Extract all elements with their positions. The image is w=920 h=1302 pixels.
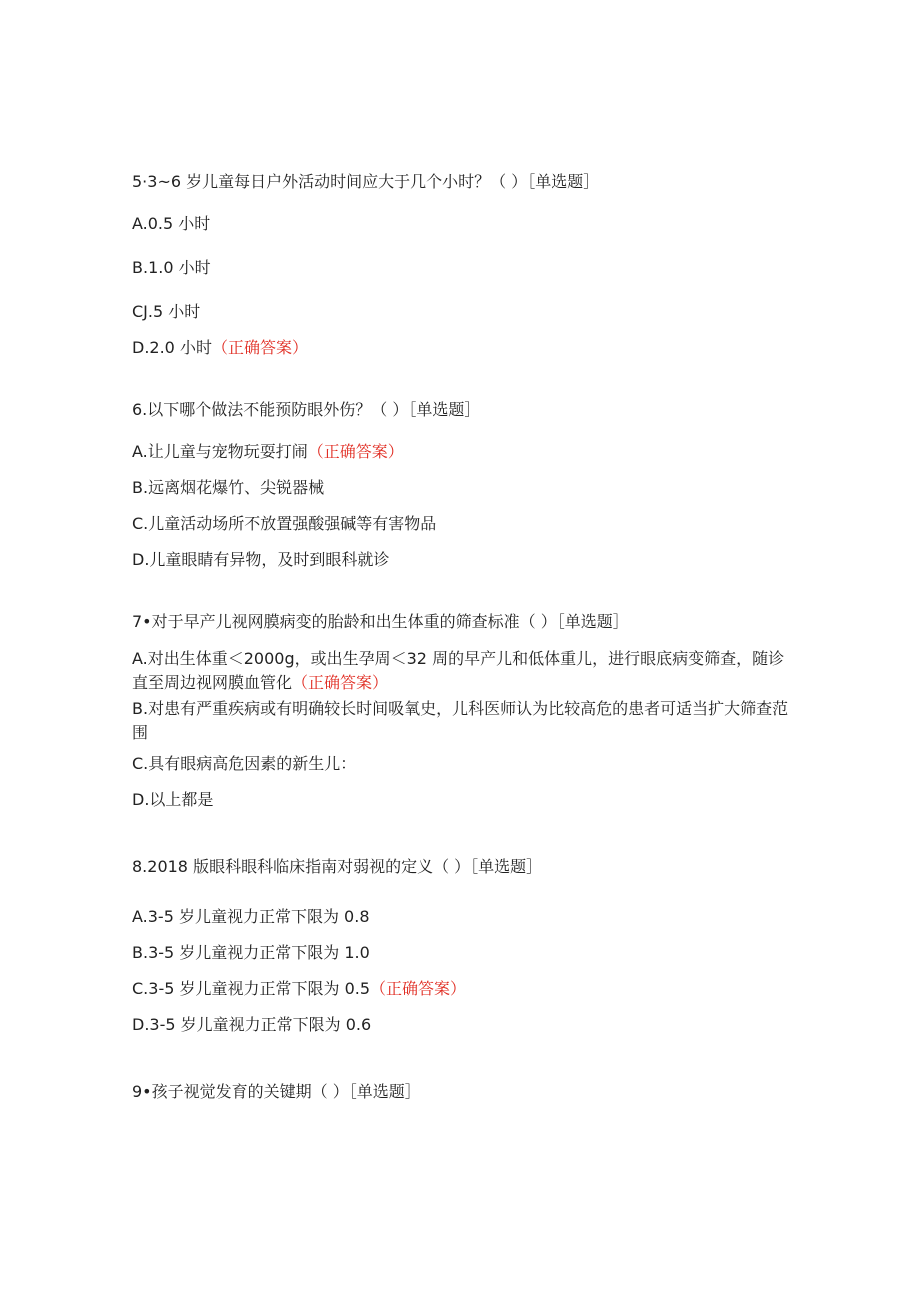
option-text: A.3-5 岁儿童视力正常下限为 0.8	[132, 907, 370, 926]
option-b	[132, 941, 370, 965]
option-text: B.1.0 小时	[132, 258, 211, 277]
question-stem	[132, 1080, 421, 1104]
option-text: B.3-5 岁儿童视力正常下限为 1.0	[132, 943, 370, 962]
option-c	[132, 977, 466, 1001]
option-text: B.远离烟花爆竹、尖锐器械	[132, 478, 325, 497]
option-text: C.具有眼病高危因素的新生儿：	[132, 754, 357, 773]
option-text: D.以上都是	[132, 790, 214, 809]
option-c	[132, 300, 200, 324]
option-text: A.让儿童与宠物玩耍打闹	[132, 442, 308, 461]
option-a	[132, 905, 370, 929]
option-text: CJ.5 小时	[132, 302, 201, 321]
option-text: D.2.0 小时	[132, 338, 212, 357]
option-c	[132, 512, 436, 536]
correct-answer-mark: （正确答案）	[307, 442, 404, 461]
question-stem	[132, 170, 599, 194]
option-d	[132, 788, 213, 812]
correct-answer-mark: （正确答案）	[370, 979, 467, 998]
option-text: D.3-5 岁儿童视力正常下限为 0.6	[132, 1015, 372, 1034]
question-text: 9•孩子视觉发育的关键期（ ）［单选题］	[132, 1082, 421, 1101]
option-a	[132, 440, 404, 464]
question-stem	[132, 398, 480, 422]
question-stem	[132, 610, 629, 634]
option-text: A.对出生体重＜2000g，或出生孕周＜32 周的早产儿和低体重儿，进行眼底病变筛查，随诊直至周边视网膜血管化	[132, 649, 785, 692]
option-text: A.0.5 小时	[132, 214, 211, 233]
question-text: 5·3~6 岁儿童每日户外活动时间应大于几个小时？（ ）［单选题］	[132, 172, 600, 191]
option-text: C.儿童活动场所不放置强酸强碱等有害物品	[132, 514, 437, 533]
correct-answer-mark: （正确答案）	[292, 673, 389, 692]
option-text: B.对患有严重疾病或有明确较长时间吸氧史，儿科医师认为比较高危的患者可适当扩大筛查范围	[132, 699, 789, 742]
question-text: 7•对于早产儿视网膜病变的胎龄和出生体重的筛查标准（ ）［单选题］	[132, 612, 629, 631]
option-text: C.3-5 岁儿童视力正常下限为 0.5	[132, 979, 371, 998]
correct-answer-mark: （正确答案）	[211, 338, 308, 357]
option-b	[132, 697, 792, 745]
option-b	[132, 476, 324, 500]
option-a	[132, 647, 792, 695]
option-c	[132, 752, 356, 776]
question-text: 8.2018 版眼科眼科临床指南对弱视的定义（ ）［单选题］	[132, 857, 543, 876]
option-b	[132, 256, 211, 280]
option-d	[132, 1013, 371, 1037]
option-a	[132, 212, 210, 236]
question-stem	[132, 855, 542, 879]
question-text: 6.以下哪个做法不能预防眼外伤？（ ）［单选题］	[132, 400, 481, 419]
option-d	[132, 548, 389, 572]
option-d	[132, 336, 308, 360]
option-text: D.儿童眼睛有异物，及时到眼科就诊	[132, 550, 390, 569]
